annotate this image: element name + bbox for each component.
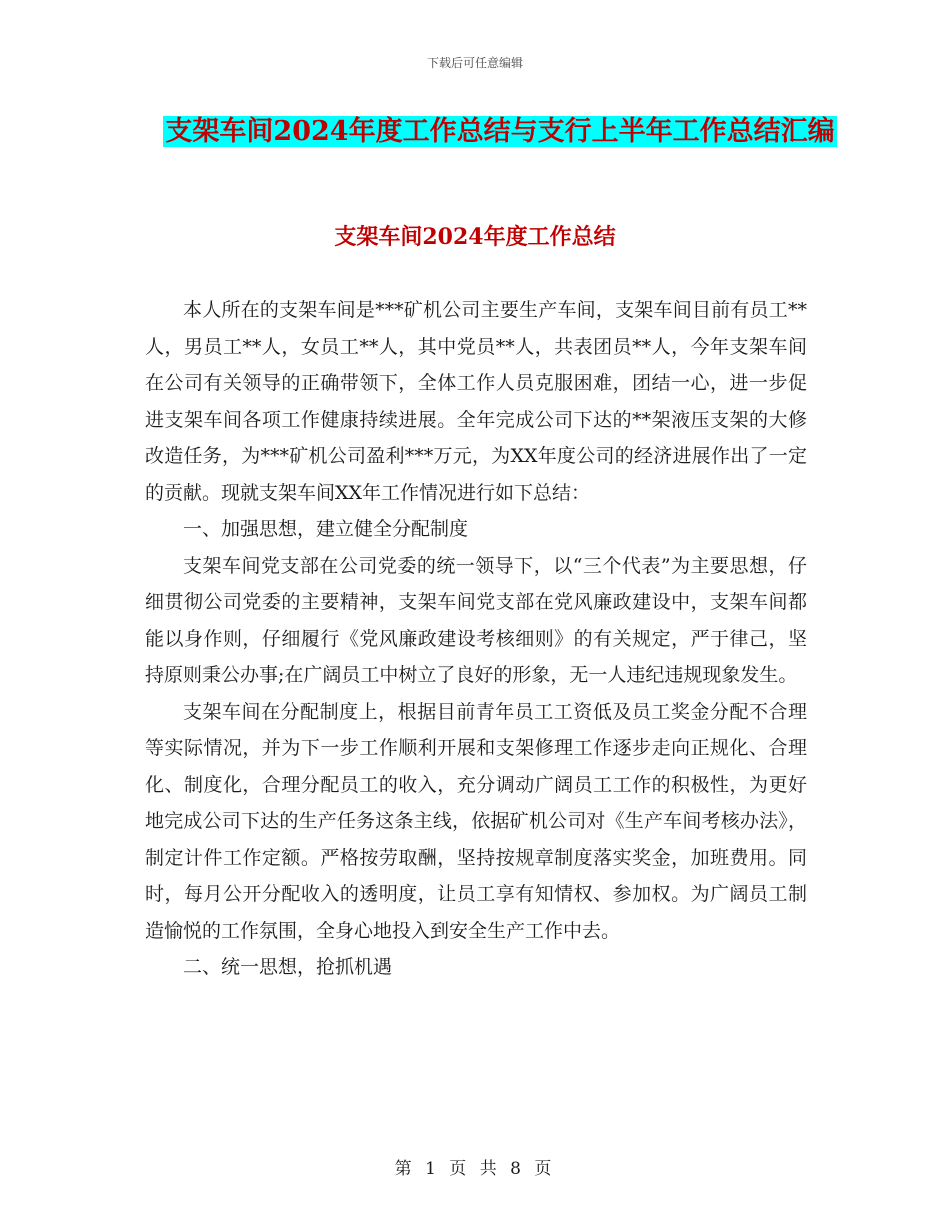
document-title <box>130 110 870 154</box>
paragraph-party-branch: 支架车间党支部在公司党委的统一领导下，以“三个代表”为主要思想，仔细贯彻公司党委的主要精神，支架车间党支部在党风廉政建设中，支架车间都能以身作则，仔细履行《党风廉政建设考核细则》的有关规定，严于律己，坚持原则秉公办事;在广阔员工中树立了良好的形象，无一人违纪违规现象发生。 <box>145 554 807 686</box>
page-footer: 第 1 页 共 8 页 <box>394 1159 556 1179</box>
header-note: 下载后可任意编辑 <box>426 56 523 70</box>
heading-section-2: 二、统一思想，抢抓机遇 <box>183 956 393 978</box>
heading-section-1: 一、加强思想，建立健全分配制度 <box>183 518 469 540</box>
document-body <box>145 292 807 986</box>
section-title: 支架车间2024年度工作总结 <box>334 224 616 250</box>
paragraph-distribution: 支架车间在分配制度上，根据目前青年员工工资低及员工奖金分配不合理等实际情况，并为下一步工作顺利开展和支架修理工作逐步走向正规化、合理化、制度化，合理分配员工的收入，充分调动广阔员工工作的积极性，为更好地完成公司下达的生产任务这条主线，依据矿机公司对《生产车间考核办法》，制定计件工作定额。严格按劳取酬，坚持按规章制度落实奖金，加班费用。同时，每月公开分配收入的透明度，让员工享有知情权、参加权。为广阔员工制造愉悦的工作氛围，全身心地投入到安全生产工作中去。 <box>145 700 807 942</box>
document-title-text: 支架车间2024年度工作总结与支行上半年工作总结汇编 <box>165 116 835 147</box>
paragraph-intro: 本人所在的支架车间是***矿机公司主要生产车间，支架车间目前有员工**人，男员工**人，女员工**人，其中党员**人，共表团员**人，今年支架车间在公司有关领导的正确带领下，全体工作人员克服困难，团结一心，进一步促进支架车间各项工作健康持续进展。全年完成公司下达的**架液压支架的大修改造任务，为***矿机公司盈利***万元，为XX年度公司的经济进展作出了一定的贡献。现就支架车间XX年工作情况进行如下总结： <box>145 299 807 504</box>
